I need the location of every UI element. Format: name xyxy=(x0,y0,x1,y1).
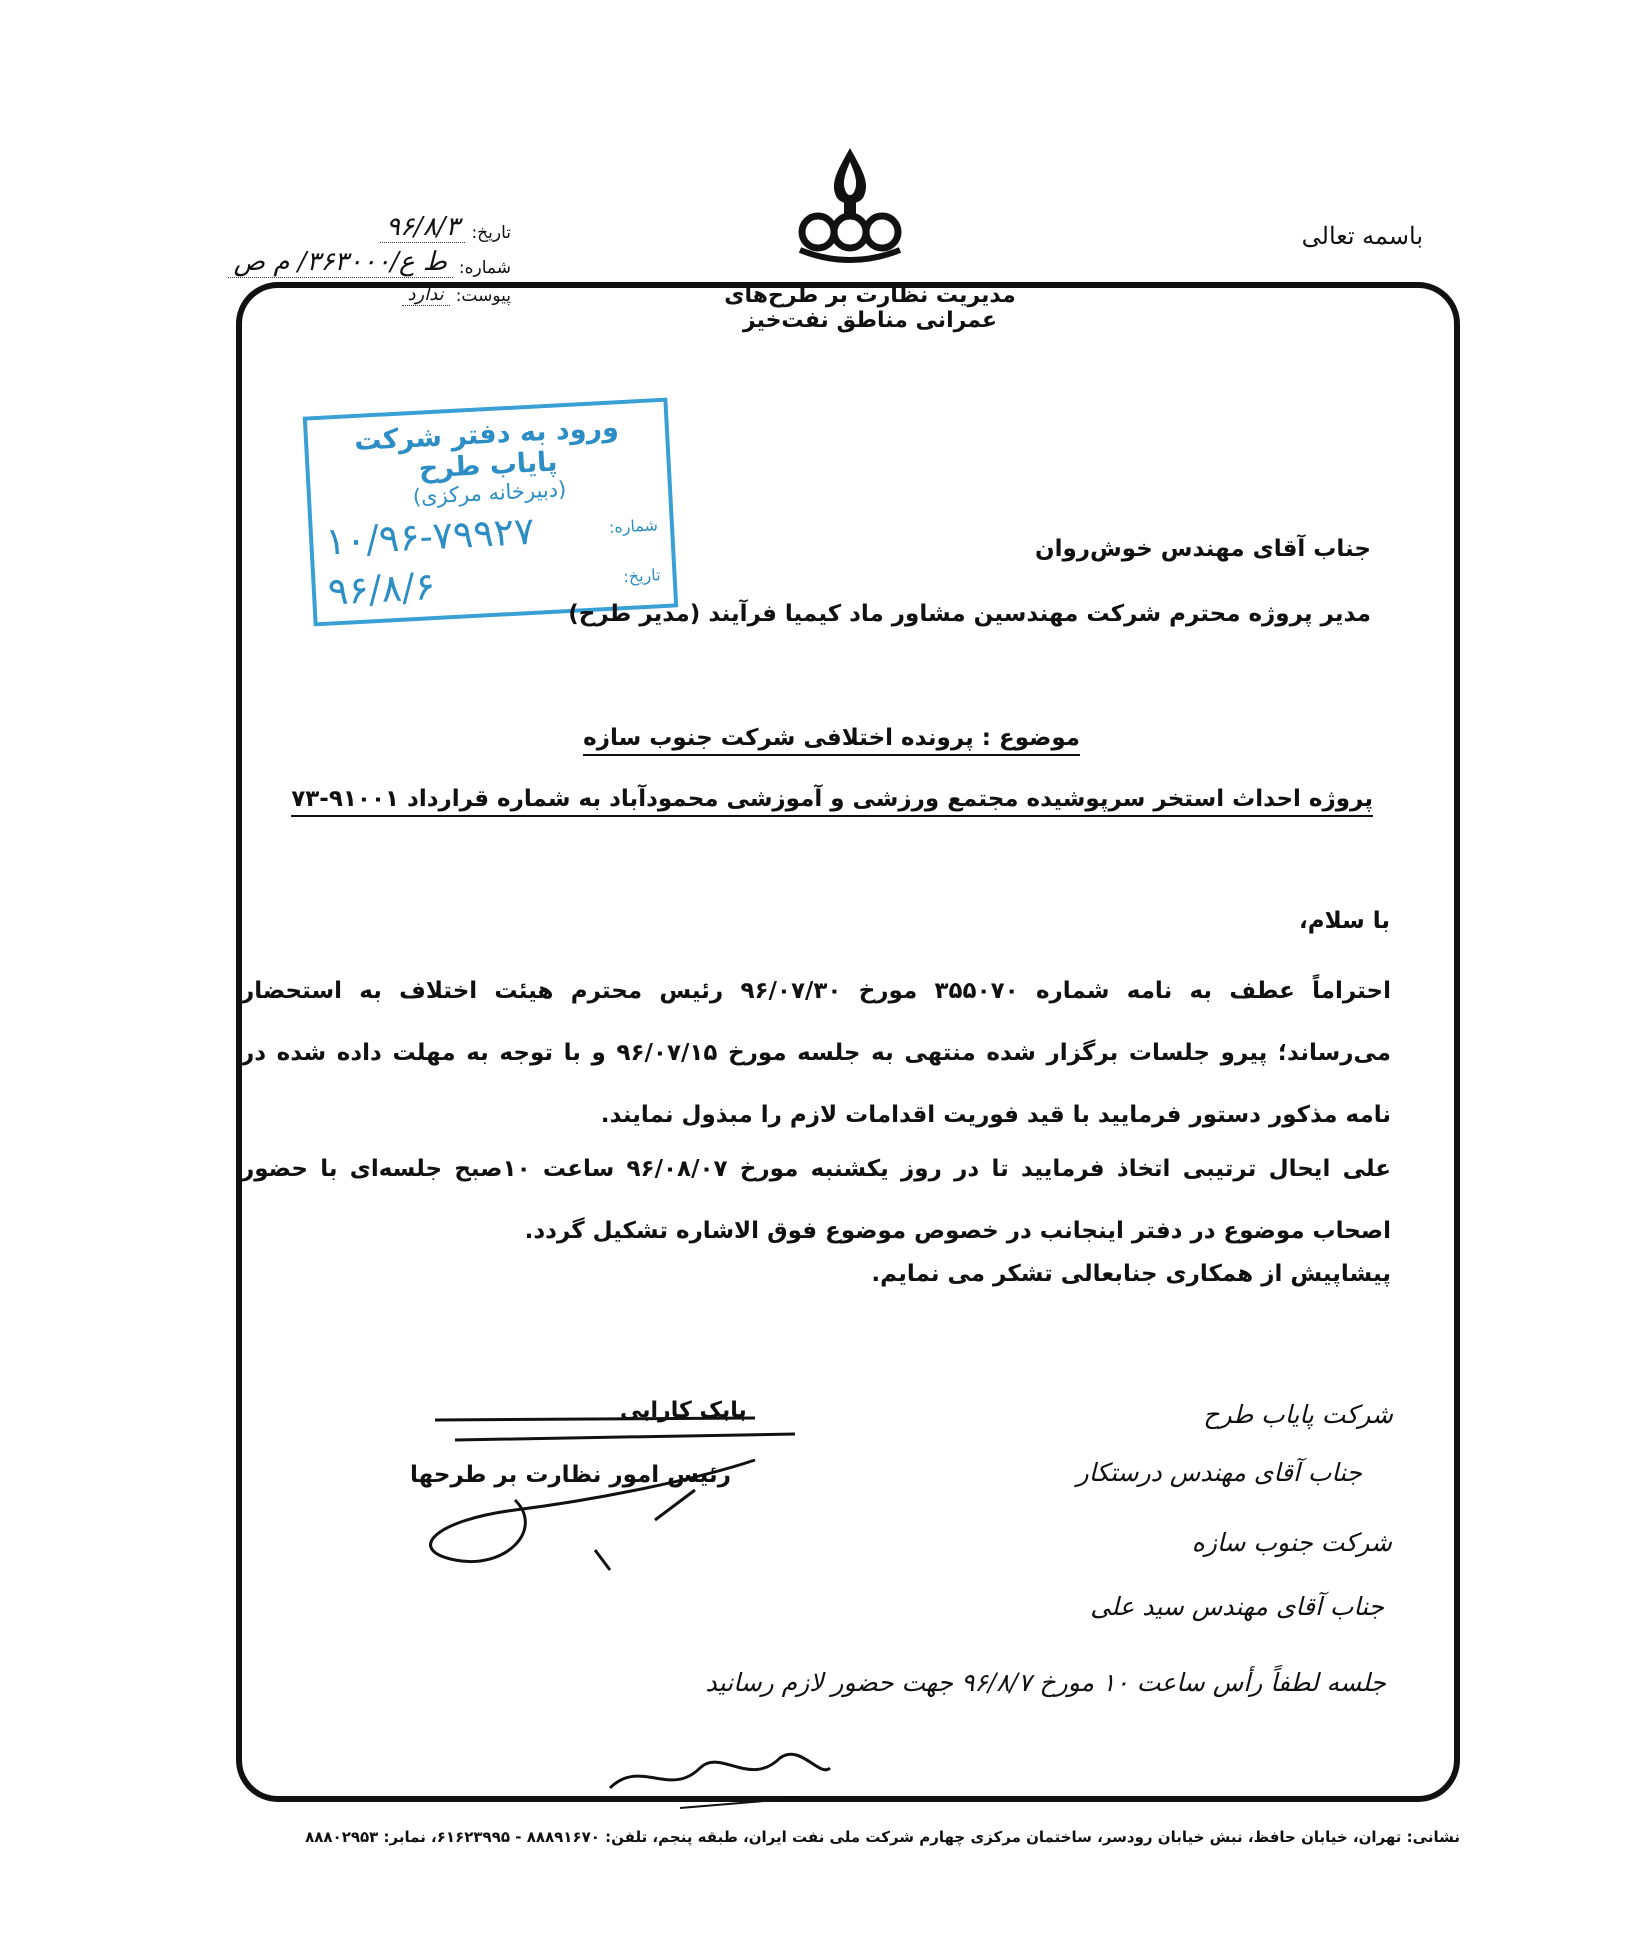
number-label: شماره: xyxy=(458,258,511,278)
handwritten-cc-1: شرکت پایاب طرح xyxy=(1203,1400,1393,1429)
handwritten-cc-2: جناب آقای مهندس درستکار xyxy=(1076,1458,1362,1487)
closing-line: پیشاپیش از همکاری جنابعالی تشکر می نمایم. xyxy=(871,1261,1391,1287)
handwritten-cc-4: جناب آقای مهندس سید علی xyxy=(1090,1592,1384,1621)
handwritten-note: جلسه لطفاً رأس ساعت ۱۰ مورخ ۹۶/۸/۷ جهت حضور لازم رسانید xyxy=(705,1668,1386,1697)
nioc-logo-icon xyxy=(780,140,920,280)
date-label: تاریخ: xyxy=(471,223,511,243)
signatory-name: بابک کارابی xyxy=(620,1398,747,1423)
handwritten-signature-icon xyxy=(600,1718,840,1818)
attachment-label: پیوست: xyxy=(455,286,511,306)
body-paragraph-1: احتراماً عطف به نامه شماره ۳۵۵۰۷۰ مورخ ۹۶/۰۷/۳۰ رئیس محترم هیئت اختلاف به استحضار می‌رساند؛ پیرو جلسات برگزار شده منتهی به جلسه مورخ ۹۶/۰۷/۱۵ و با توجه به مهلت داده شده در نامه مذکور دستور فرمایید با قید فوریت اقدامات لازم را مبذول نمایند. xyxy=(241,978,1392,1128)
number-value: ط ع/۳۶۳۰۰۰/ م ص xyxy=(228,247,453,278)
number-row xyxy=(171,247,511,278)
signatory-title: رئیس امور نظارت بر طرحها xyxy=(410,1462,731,1488)
handwritten-cc-3: شرکت جنوب سازه xyxy=(1191,1528,1392,1557)
body-paragraph-2: علی ایحال ترتیبی اتخاذ فرمایید تا در روز یکشنبه مورخ ۹۶/۰۸/۰۷ ساعت ۱۰صبح جلسه‌ای با حضور اصحاب موضوع در دفتر اینجانب در خصوص موضوع فوق الاشاره تشکیل گردد. xyxy=(241,1156,1391,1244)
stamp-subtitle: (دبیرخانه مرکزی) xyxy=(412,477,567,510)
stamp-date-value: ۹۶/۸/۶ xyxy=(326,564,437,614)
signature-scribble-icon xyxy=(395,1400,845,1580)
project-line: پروژه احداث استخر سرپوشیده مجتمع ورزشی و آموزشی محمودآباد به شماره قرارداد ۹۱۰۰۱-۷۳ xyxy=(291,783,1373,817)
stamp-number-value: ۱۰/۹۶-۷۹۹۲۷ xyxy=(324,508,536,564)
organization-name: مدیریت نظارت بر طرح‌های عمرانی مناطق نفت‌خیز xyxy=(724,283,1016,333)
recipient-title: مدیر پروژه محترم شرکت مهندسین مشاور ماد کیمیا فرآیند (مدیر طرح) xyxy=(568,601,1371,627)
invocation-text: باسمه تعالی xyxy=(1301,222,1423,250)
subject-line: موضوع : پرونده اختلافی شرکت جنوب سازه xyxy=(583,722,1080,756)
date-row xyxy=(171,212,511,243)
recipient-name: جناب آقای مهندس خوش‌روان xyxy=(1034,536,1371,562)
stamp-title: ورود به دفتر شرکت پایاب طرح xyxy=(353,412,620,485)
received-stamp xyxy=(303,398,678,627)
date-value: ۹۶/۸/۳ xyxy=(380,212,465,243)
attachment-value: ندارد xyxy=(402,284,450,306)
stamp-number-label: شماره: xyxy=(608,514,659,537)
footer-address: نشانی: تهران، خیابان حافظ، نبش خیابان رودسر، ساختمان مرکزی چهارم شرکت ملی نفت ایران، طبقه پنجم، تلفن: ۸۸۸۹۱۶۷۰ - ۶۱۶۲۳۹۹۵، نمابر: ۸۸۸۰۲۹۵۳ xyxy=(305,1828,1460,1846)
stamp-date-label: تاریخ: xyxy=(622,564,661,586)
greeting: با سلام، xyxy=(1299,908,1390,934)
